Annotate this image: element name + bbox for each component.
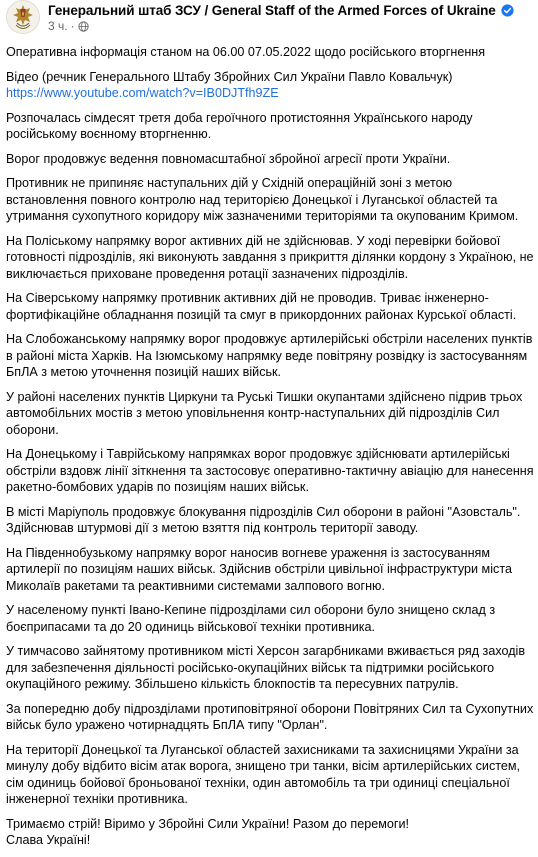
closing-line: Слава Україні! <box>6 833 91 847</box>
page-avatar[interactable] <box>6 0 40 34</box>
post-paragraph: На Південнобузькому напрямку ворог наносив вогневе ураження із застосуванням артилерії по позиціям наших військ. Здійснив обстріли цивільної інфраструктури міста Миколаїв ракетами та реактивними системами залпового вогню. <box>6 545 512 593</box>
armed-forces-emblem-icon <box>7 1 39 33</box>
post-paragraph: Розпочалась сімдесят третя доба героїчного протистояння Українського народу російському воєнному вторгненню. <box>6 110 473 141</box>
post-header <box>0 0 538 44</box>
post-paragraph: У районі населених пунктів Циркуни та Руські Тишки окупантами здійснено підрив трьох автомобільних мостів з метою уповільнення контр-наступальних дій підрозділів Сил оборони. <box>6 389 523 437</box>
post-paragraph: У населеному пункті Івано-Кепине підрозділами сил оборони було знищено склад з боєприпасами та до 20 одиниць військової техніки противника. <box>6 603 496 634</box>
post-paragraph: На Поліському напрямку ворог активних дій не здійснював. У ході перевірки бойової готовності підрозділів, які виконують завдання з прикриття ділянки кордону з Україною, не виключається приховане проведення ротації зазначених підрозділів. <box>6 233 534 281</box>
post-timestamp[interactable]: 3 ч. <box>48 19 68 33</box>
post-paragraph: За попередню добу підрозділами протиповітряної оборони Повітряних Сил та Сухопутних військ було уражено чотирнадцять БпЛА типу "Орлан". <box>6 701 534 732</box>
youtube-link[interactable]: https://www.youtube.com/watch?v=IB0DJTfh9ZE <box>6 86 279 100</box>
post-paragraph <box>6 816 534 849</box>
meta-separator: · <box>70 19 75 33</box>
post-paragraph: На Слобожанському напрямку ворог продовжує артилерійські обстріли населених пунктів в районі міста Харків. На Ізюмському напрямку веде повітряну розвідку із застосуванням БпЛА з метою уточнення позицій наших військ. <box>6 332 533 379</box>
video-caption: Відео (речник Генерального Штабу Збройних Сил України Павло Ковальчук) <box>6 69 453 84</box>
post-paragraph: На Донецькому і Таврійському напрямках ворог продовжує здійснювати артилерійські обстріли вздовж лінії зіткнення та застосовує оперативно-тактичну авіацію для нанесення ракетно-бомбових ударів по позиціям наших військ. <box>6 447 534 494</box>
post-paragraph <box>6 69 534 102</box>
post-paragraph: На території Донецької та Луганської областей захисниками та захисницями України за минулу добу відбито вісім атак ворога, знищено три танки, вісім артилерійських систем, сім одиниць бойової броньованої техніки, один автомобіль та три одиниці спеціальної інженерної техніки противника. <box>6 742 521 806</box>
author-line <box>48 1 514 19</box>
post-paragraph: Противник не припиняє наступальних дій у Східній операційній зоні з метою встановлення повного контролю над територією Донецької і Луганської областей та утримання сухопутного коридору між зазначеними територіями та окупованим Кримом. <box>6 176 519 223</box>
closing-line: Тримаємо стрій! Віримо у Збройні Сили України! Разом до перемоги! <box>6 816 410 831</box>
post-paragraph: Оперативна інформація станом на 06.00 07.05.2022 щодо російського вторгнення <box>6 45 486 59</box>
verified-badge-icon <box>501 4 514 17</box>
post-paragraph: Ворог продовжує ведення повномасштабної збройної агресії проти України. <box>6 151 451 166</box>
page-name-link[interactable]: Генеральний штаб ЗСУ / General Staff of the Armed Forces of Ukraine <box>48 2 496 18</box>
post-body <box>6 44 534 857</box>
post-paragraph: У тимчасово зайнятому противником місті Херсон загарбниками вживається ряд заходів для забезпечення діяльності російсько-окупаційних військ та підтримки російського окупаційного режиму. Збільшено кількість блокпостів та пересувних патрулів. <box>6 644 526 691</box>
post-paragraph: На Сіверському напрямку противник активних дій не проводив. Триває інженерно-фортифікаційне обладнання позицій та смуг в прикордонних районах Курської області. <box>6 291 517 322</box>
post-paragraph: В місті Маріуполь продовжує блокування підрозділів Сил оборони в районі "Азовсталь". Здійснював штурмові дії з метою взяття під контроль території заводу. <box>6 504 521 535</box>
globe-icon[interactable] <box>78 21 89 32</box>
post-meta <box>48 18 89 34</box>
